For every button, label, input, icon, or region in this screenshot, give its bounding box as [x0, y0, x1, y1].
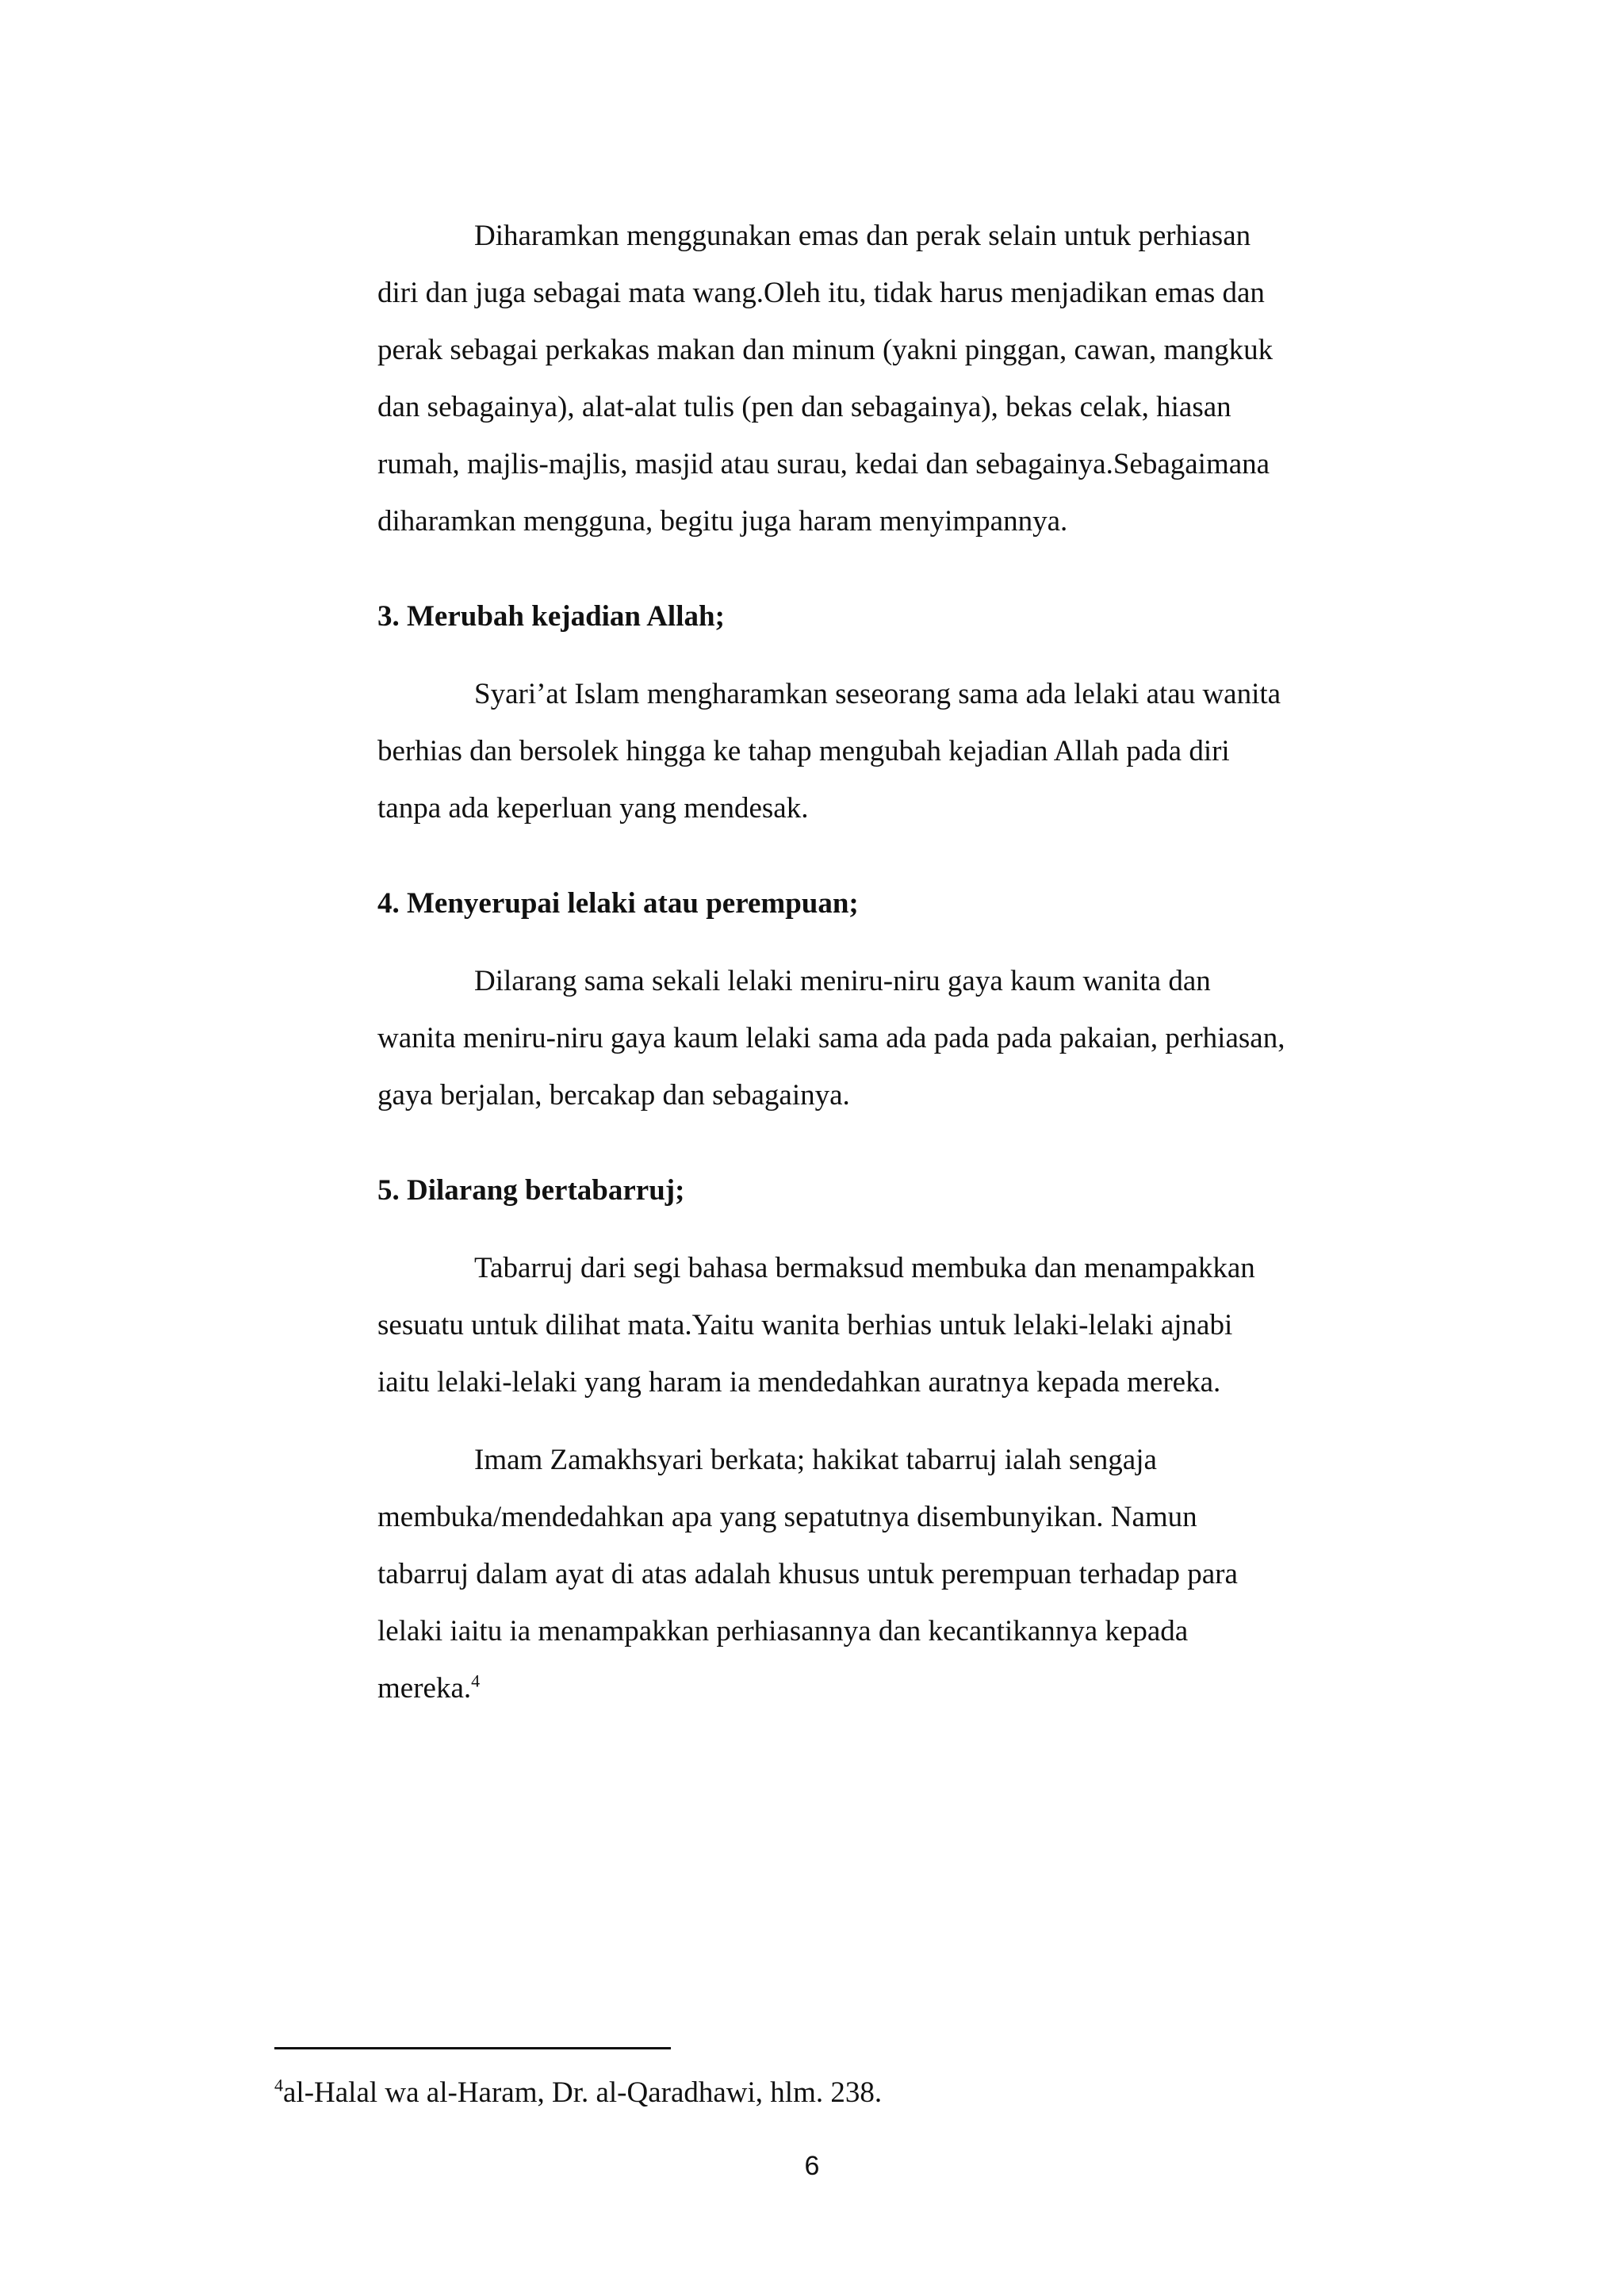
footnote-separator: [274, 2047, 671, 2049]
paragraph-line: tanpa ada keperluan yang mendesak.: [377, 792, 809, 825]
footnote: [274, 2074, 882, 2112]
spacer: [377, 645, 1408, 666]
paragraph-line: wanita meniru-niru gaya kaum lelaki sama ada pada pada pakaian, perhiasan,: [377, 1022, 1285, 1054]
paragraph-line: berhias dan bersolek hingga ke tahap mengubah kejadian Allah pada diri: [377, 735, 1230, 767]
paragraph-line: sesuatu untuk dilihat mata.Yaitu wanita berhias untuk lelaki-lelaki ajnabi: [377, 1309, 1233, 1341]
paragraph-line: perak sebagai perkakas makan dan minum (yakni pinggan, cawan, mangkuk: [377, 334, 1274, 366]
paragraph-line: dan sebagainya), alat-alat tulis (pen dan sebagainya), bekas celak, hiasan: [377, 391, 1231, 423]
paragraph-line: lelaki iaitu ia menampakkan perhiasannya dan kecantikannya kepada: [377, 1615, 1189, 1647]
section-4-heading: 4. Menyerupai lelaki atau perempuan;: [377, 887, 859, 920]
paragraph-line: diri dan juga sebagai mata wang.Oleh itu, tidak harus menjadikan emas dan: [377, 277, 1265, 309]
paragraph-line: [377, 1660, 1408, 1717]
spacer: [377, 550, 1408, 588]
paragraph-line: tabarruj dalam ayat di atas adalah khusus untuk perempuan terhadap para: [377, 1558, 1238, 1590]
spacer: [377, 1411, 1408, 1432]
footnote-text: al-Halal wa al-Haram, Dr. al-Qaradhawi, hlm. 238.: [283, 2076, 883, 2109]
page-body: [377, 208, 1408, 1717]
paragraph-line: Diharamkan menggunakan emas dan perak selain untuk perhiasan: [474, 220, 1251, 252]
spacer: [377, 932, 1408, 953]
paragraph-line: diharamkan mengguna, begitu juga haram menyimpannya.: [377, 505, 1068, 538]
intro-paragraph: [377, 208, 1408, 550]
paragraph-line: Tabarruj dari segi bahasa bermaksud membuka dan menampakkan: [474, 1252, 1255, 1284]
footnote-reference[interactable]: 4: [471, 1670, 481, 1691]
paragraph-line: gaya berjalan, bercakap dan sebagainya.: [377, 1079, 850, 1112]
spacer: [377, 837, 1408, 875]
spacer: [377, 1219, 1408, 1240]
paragraph-line: rumah, majlis-majlis, masjid atau surau, kedai dan sebagainya.Sebagaimana: [377, 448, 1270, 480]
section-5-paragraph-2: [377, 1432, 1408, 1717]
paragraph-line: Syari’at Islam mengharamkan seseorang sama ada lelaki atau wanita: [474, 678, 1281, 710]
section-5-paragraph-1: [377, 1240, 1408, 1411]
section-3-paragraph: [377, 666, 1408, 837]
paragraph-line: Dilarang sama sekali lelaki meniru-niru gaya kaum wanita dan: [474, 965, 1211, 997]
section-5-heading: 5. Dilarang bertabarruj;: [377, 1174, 685, 1207]
spacer: [377, 1124, 1408, 1162]
section-3-heading: 3. Merubah kejadian Allah;: [377, 600, 725, 633]
paragraph-line: iaitu lelaki-lelaki yang haram ia mendedahkan auratnya kepada mereka.: [377, 1366, 1221, 1399]
footnote-number: 4: [274, 2075, 283, 2095]
paragraph-line-text: mereka.: [377, 1672, 472, 1705]
paragraph-line: Imam Zamakhsyari berkata; hakikat tabarruj ialah sengaja: [474, 1444, 1157, 1476]
page-number: 6: [804, 2151, 820, 2181]
paragraph-line: membuka/mendedahkan apa yang sepatutnya disembunyikan. Namun: [377, 1501, 1197, 1533]
section-4-paragraph: [377, 953, 1408, 1124]
